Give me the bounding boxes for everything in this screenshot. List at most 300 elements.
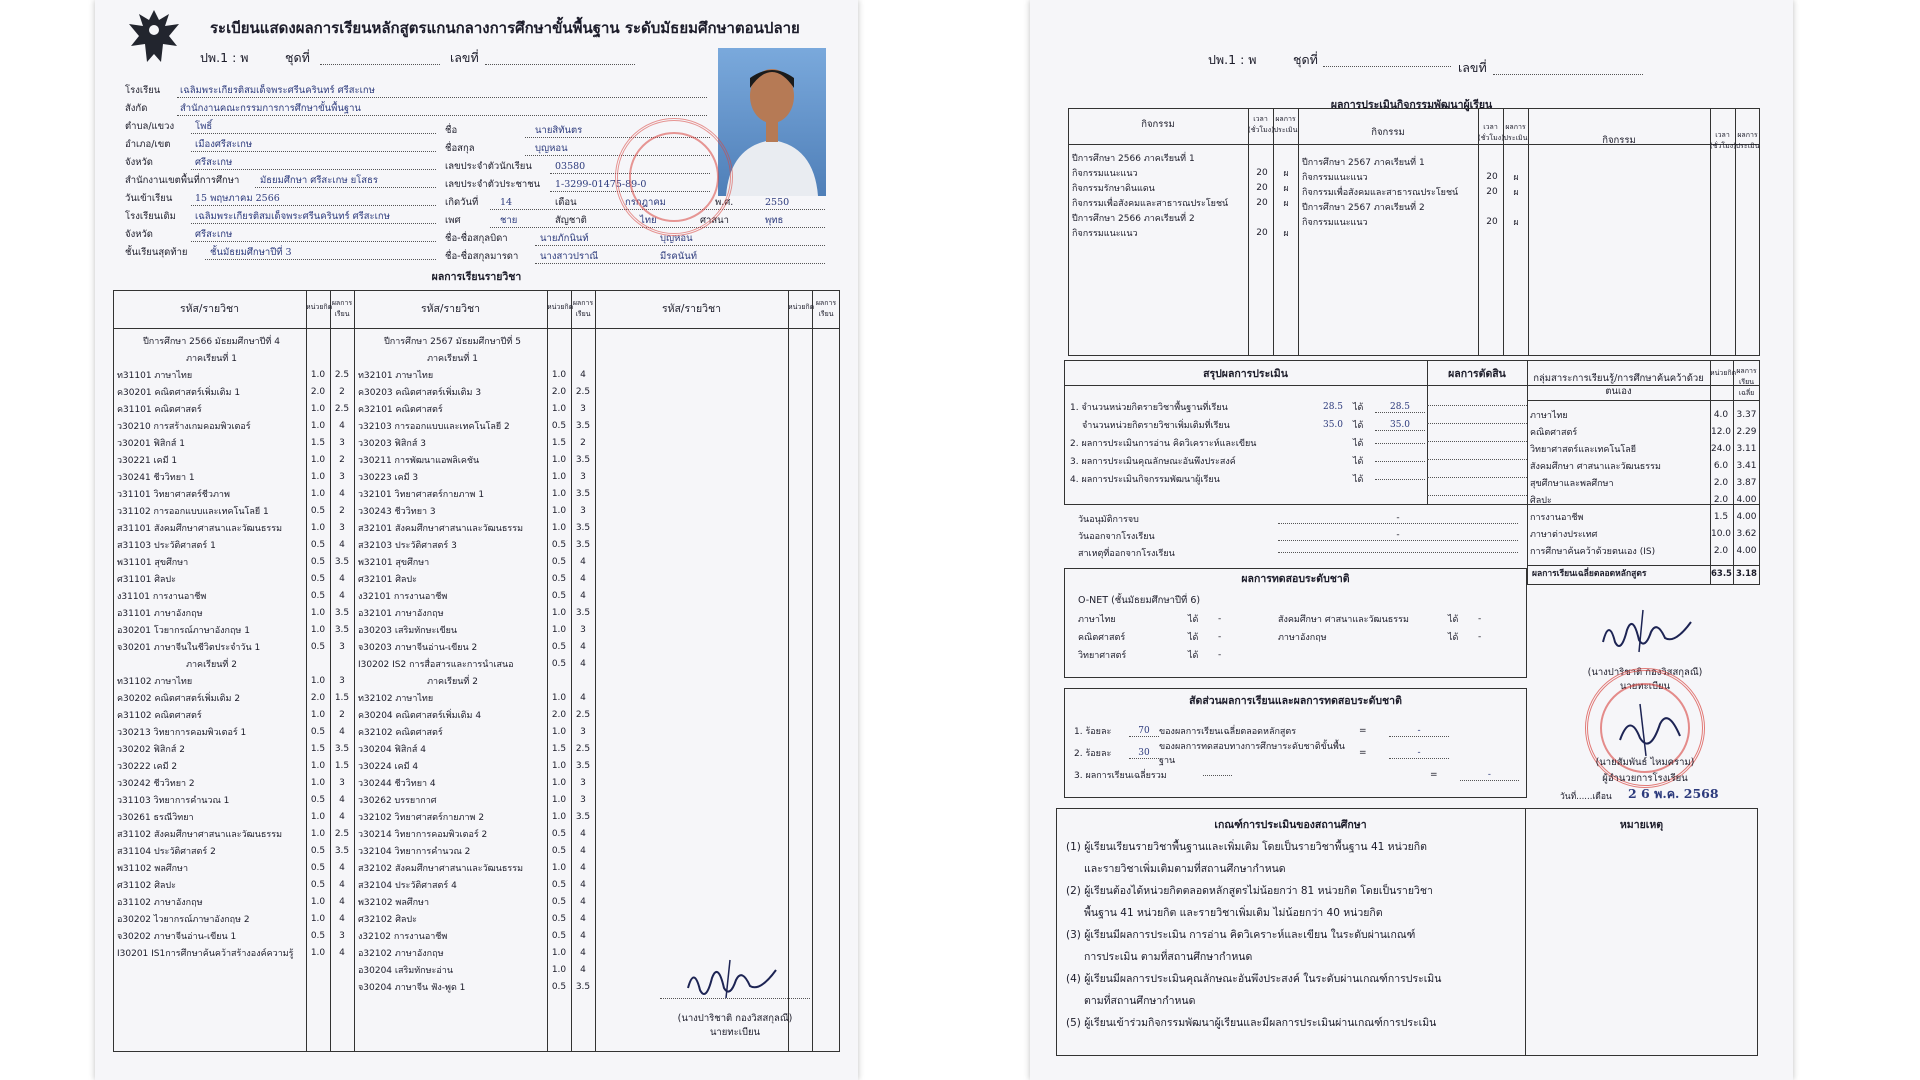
group-name: ภาษาต่างประเทศ [1530,529,1598,540]
course-name: จ30202 ภาษาจีนอ่าน-เขียน 1 [117,931,237,942]
course-name: พ31101 สุขศึกษา [117,557,189,568]
summary-credits-taken: 35.0 [1322,420,1344,430]
group-average: 3.62 [1736,528,1757,539]
course-row [117,740,354,757]
course-name: ส31101 สังคมศึกษาศาสนาและวัฒนธรรม [117,523,283,534]
course-row [117,502,354,519]
ratio-percent: 70 [1129,726,1159,737]
course-row [358,536,595,553]
course-grade: 3.5 [575,454,591,465]
activity-row [1072,165,1298,180]
group-row [1530,440,1760,457]
course-name: ว30241 ชีววิทยา 1 [117,472,195,483]
course-credit: 0.5 [310,862,326,873]
course-row [117,434,354,451]
course-credit: 1.0 [551,811,567,822]
date-label: วันออกจากโรงเรียน [1078,531,1155,542]
birth-year-value: 2550 [765,197,790,208]
doc-code: ปพ.1 : พ [200,50,249,65]
col-subject-header-2: รหัส/รายวิชา [420,303,481,315]
course-row [358,893,595,910]
course-row [358,876,595,893]
course-credit: 1.0 [310,947,326,958]
course-grade: 4 [339,590,345,601]
course-name: ส32103 ประวัติศาสตร์ 3 [358,540,457,551]
summary-got-label: ได้ [1353,421,1364,431]
course-grade: 4 [580,947,586,958]
decision-heading: ผลการตัดสิน [1448,368,1506,380]
activity-row [1072,180,1298,195]
course-credit: 1.0 [310,896,326,907]
course-name: ว30261 ธรณีวิทยา [117,812,194,823]
course-grade: 4 [580,556,586,567]
course-name: พ31102 พลศึกษา [117,863,189,874]
course-name: ศ31101 ศิลปะ [117,574,176,585]
course-grade: 3.5 [575,420,591,431]
sex-value: ชาย [500,215,518,226]
issue-date-label: วันที่......เดือน [1560,792,1612,802]
date-rows [1078,510,1518,561]
date-row [1078,527,1518,544]
nationality-value: ไทย [640,215,657,226]
course-grade: 4 [580,896,586,907]
onet-subject: ภาษาอังกฤษ [1278,633,1327,643]
course-credit: 0.5 [310,573,326,584]
course-row [358,417,595,434]
course-name: I30202 IS2 การสื่อสารและการนำเสนอ [358,659,514,670]
activity-hours: 20 [1486,171,1498,182]
activity-row [1302,169,1528,184]
course-row [117,808,354,825]
course-name: ปีการศึกษา 2567 มัธยมศึกษาปีที่ 5 [384,336,521,347]
course-credit: 2.0 [310,692,326,703]
course-row [358,621,595,638]
summary-got-label: ได้ [1353,403,1364,413]
activity-name: ปีการศึกษา 2566 ภาคเรียนที่ 1 [1072,153,1195,164]
course-grade: 3.5 [575,488,591,499]
group-row [1530,508,1760,525]
col-grade-header-1: ผลการเรียน [331,299,353,318]
course-credit: 0.5 [551,828,567,839]
ratio-value: - [1389,748,1449,759]
criteria-list [1066,840,1521,1038]
course-row [358,553,595,570]
course-row [358,502,595,519]
course-name: ส32102 สังคมศึกษาศาสนาและวัฒนธรรม [358,863,524,874]
term-header [117,349,354,366]
birth-month-value: กรกฎาคม [625,197,666,208]
activity-hours-header-3: เวลา (ชั่วโมง) [1710,131,1736,150]
group-name: วิทยาศาสตร์และเทคโนโลยี [1530,444,1637,455]
summary-label: 3. ผลการประเมินคุณลักษณะอันพึงประสงค์ [1070,457,1236,467]
activity-col-header-1: กิจกรรม [1141,119,1175,130]
criteria-line: การประเมิน ตามที่สถานศึกษากำหนด [1084,951,1253,963]
course-credit: 0.5 [310,879,326,890]
father-surname-value: บุญหอน [660,233,693,244]
summary-got-label: ได้ [1353,439,1364,449]
activity-result-header-2: ผลการประเมิน [1503,123,1528,142]
onet-row [1078,646,1518,664]
criteria-line: (1) ผู้เรียนเรียนรายวิชาพื้นฐานและเพิ่มเติม โดยเป็นรายวิชาพื้นฐาน 41 หน่วยกิต [1066,841,1427,853]
course-row [358,978,595,995]
activity-hours-header-1: เวลา (ชั่วโมง) [1248,115,1274,134]
course-row [358,519,595,536]
activity-list-1 [1072,150,1298,240]
course-name: I30201 IS1การศึกษาค้นคว้าสร้างองค์ความรู้ [117,948,294,959]
doc-code-p2: ปพ.1 : พ [1208,52,1257,67]
course-credit: 0.5 [310,505,326,516]
course-grade: 3 [580,794,586,805]
activity-name: กิจกรรมแนะแนว [1302,172,1368,183]
activity-result: ผ [1513,217,1519,228]
course-row [117,570,354,587]
group-average: 3.87 [1736,477,1757,488]
activity-name: กิจกรรมเพื่อสังคมและสาธารณประโยชน์ [1072,198,1229,209]
course-grade: 2 [339,505,345,516]
summary-label: จำนวนหน่วยกิตรายวิชาเพิ่มเติมที่เรียน [1082,421,1230,431]
activity-hours: 20 [1256,197,1268,208]
onet-rows [1078,610,1518,664]
course-grade: 3.5 [334,556,350,567]
course-name: ค30203 คณิตศาสตร์เพิ่มเติม 3 [358,387,482,398]
course-grade: 3.5 [575,607,591,618]
course-name: อ31102 ภาษาอังกฤษ [117,897,203,908]
registrar-title-p1: นายทะเบียน [709,1027,761,1038]
activity-row [1072,150,1298,165]
course-credit: 1.0 [551,488,567,499]
criteria-line: (4) ผู้เรียนมีผลการประเมินคุณลักษณะอันพึงประสงค์ ในระดับผ่านเกณฑ์การประเมิน [1066,973,1442,985]
group-credit: 1.5 [1713,511,1729,522]
course-grade: 4 [580,964,586,975]
onet-subject: วิทยาศาสตร์ [1078,651,1127,661]
course-credit: 0.5 [310,641,326,652]
course-credit: 2.0 [310,386,326,397]
course-row [358,757,595,774]
course-credit: 0.5 [551,845,567,856]
enroll-date-value: 15 พฤษภาคม 2566 [195,193,280,204]
group-average: 4.00 [1736,545,1757,556]
course-name: ว30203 ฟิสิกส์ 3 [358,438,426,449]
course-row [117,876,354,893]
activity-result: ผ [1283,198,1289,209]
director-signature-icon [1610,700,1700,760]
course-name: ว31103 วิทยาการคำนวณ 1 [117,795,230,806]
course-name: ว32102 วิทยาศาสตร์กายภาพ 2 [358,812,485,823]
course-name: ส31104 ประวัติศาสตร์ 2 [117,846,216,857]
ratio-value: - [1460,770,1519,781]
school-value: เฉลิมพระเกียรติสมเด็จพระศรีนครินทร์ ศรีสะเกษ [180,85,375,96]
activity-name: กิจกรรมแนะแนว [1072,168,1138,179]
course-credit: 1.0 [310,811,326,822]
course-grade: 3 [339,471,345,482]
course-grade: 3 [580,624,586,635]
course-credit: 1.0 [551,794,567,805]
activity-row [1302,199,1528,214]
course-row [117,893,354,910]
course-grade: 2.5 [334,369,350,380]
group-name: สุขศึกษาและพลศึกษา [1530,478,1614,489]
course-credit: 0.5 [551,641,567,652]
course-grade: 4 [339,862,345,873]
course-name: ว30221 เคมี 1 [117,455,178,466]
course-list-year2 [358,332,595,995]
area-office-value: มัธยมศึกษา ศรีสะเกษ ยโสธร [260,175,378,186]
course-grade: 2.5 [575,709,591,720]
summary-rows [1070,398,1425,488]
group-row [1530,423,1760,440]
ratio-description: ของผลการทดสอบทางการศึกษาระดับชาติขั้นพื้นฐาน [1159,742,1345,766]
course-row [358,638,595,655]
group-credit: 2.0 [1713,545,1729,556]
criteria-heading: เกณฑ์การประเมินของสถานศึกษา [1214,819,1367,831]
course-grade: 3.5 [575,811,591,822]
course-credit: 1.0 [551,522,567,533]
group-row [1530,491,1760,508]
course-name: ง31101 การงานอาชีพ [117,591,207,602]
onet-got: ได้ [1188,633,1199,643]
course-grade: 2.5 [334,828,350,839]
course-credit: 1.0 [310,488,326,499]
course-row [358,791,595,808]
activity-result: ผ [1513,187,1519,198]
course-credit: 0.5 [310,556,326,567]
course-credit: 1.0 [551,947,567,958]
ratio-row [1074,742,1519,764]
course-name: จ30201 ภาษาจีนในชีวิตประจำวัน 1 [117,642,261,653]
activity-hours: 20 [1486,186,1498,197]
course-row [358,961,595,978]
course-grade: 3.5 [334,607,350,618]
course-name: ศ32101 ศิลปะ [358,574,417,585]
course-name: ว30214 วิทยาการคอมพิวเตอร์ 2 [358,829,488,840]
course-name: ท32102 ภาษาไทย [358,693,434,704]
course-row [117,791,354,808]
course-grade: 4 [339,811,345,822]
course-name: อ30203 เสริมทักษะเขียน [358,625,458,636]
summary-credits-got [1375,479,1425,480]
course-credit: 1.0 [310,760,326,771]
national-id-value: 1-3299-01475-89-0 [555,179,647,190]
course-grade: 4 [339,947,345,958]
course-credit: 1.0 [551,624,567,635]
group-credit: 10.0 [1710,528,1732,539]
course-row [117,621,354,638]
ratio-rows [1074,720,1519,786]
date-value [1278,552,1518,553]
course-row [117,672,354,689]
activity-name: กิจกรรมเพื่อสังคมและสาธารณประโยชน์ [1302,187,1459,198]
course-grade: 3 [580,726,586,737]
course-grade: 3.5 [575,522,591,533]
summary-credits-taken: 28.5 [1322,402,1344,412]
term-header [358,332,595,349]
course-row [117,604,354,621]
onet-got: ได้ [1448,615,1459,625]
activity-name: กิจกรรมแนะแนว [1302,217,1368,228]
course-name: ส32104 ประวัติศาสตร์ 4 [358,880,457,891]
course-row [358,434,595,451]
onet-got: ได้ [1188,615,1199,625]
course-name: ท32101 ภาษาไทย [358,370,434,381]
group-row [1530,406,1760,423]
summary-credits-got [1375,461,1425,462]
course-credit: 0.5 [551,913,567,924]
course-row [358,740,595,757]
course-row [117,757,354,774]
ratio-heading: สัดส่วนผลการเรียนและผลการทดสอบระดับชาติ [1189,695,1402,707]
course-name: พ32101 สุขศึกษา [358,557,430,568]
course-name: ว30224 เคมี 4 [358,761,419,772]
subdistrict-value: โพธิ์ [195,121,213,132]
course-credit: 0.5 [551,930,567,941]
summary-credits-got: 28.5 [1375,402,1425,413]
affiliation-value: สำนักงานคณะกรรมการการศึกษาขั้นพื้นฐาน [180,103,361,114]
course-grade: 4 [339,726,345,737]
course-grade: 4 [580,590,586,601]
onet-score: - [1218,614,1222,624]
group-credit: 24.0 [1710,443,1732,454]
activity-name: ปีการศึกษา 2567 ภาคเรียนที่ 2 [1302,202,1425,213]
course-grade: 3.5 [575,981,591,992]
date-label: วันอนุมัติการจบ [1078,514,1139,525]
number-label-p2: เลขที่ [1458,60,1487,75]
course-credit: 1.0 [551,471,567,482]
course-name: ว30213 วิทยาการคอมพิวเตอร์ 1 [117,727,247,738]
student-id-value: 03580 [555,161,586,172]
summary-label: 4. ผลการประเมินกิจกรรมพัฒนาผู้เรียน [1070,475,1220,485]
course-row [358,604,595,621]
col-grade-header-3: ผลการเรียน [815,299,837,318]
col-credit-header-1: หน่วยกิต [306,303,333,311]
criteria-line: ตามที่สถานศึกษากำหนด [1084,995,1196,1007]
date-label: สาเหตุที่ออกจากโรงเรียน [1078,548,1175,559]
onet-row [1078,628,1518,646]
course-name: ค32101 คณิตศาสตร์ [358,404,443,415]
registrar-name-p1: (นางปาริชาติ กองวิสสกุลณี) [677,1013,793,1024]
student-portrait-icon [718,48,826,196]
course-credit: 0.5 [551,420,567,431]
date-row [1078,510,1518,527]
course-row [358,723,595,740]
course-name: อ32101 ภาษาอังกฤษ [358,608,444,619]
activity-hours: 20 [1256,167,1268,178]
course-grade: 2 [580,437,586,448]
course-name: ค31102 คณิตศาสตร์ [117,710,202,721]
course-row [117,910,354,927]
group-name: สังคมศึกษา ศาสนาและวัฒนธรรม [1530,461,1661,472]
course-credit: 0.5 [310,539,326,550]
course-credit: 1.0 [310,369,326,380]
course-credit: 1.0 [310,624,326,635]
course-name: ว32101 วิทยาศาสตร์กายภาพ 1 [358,489,485,500]
course-credit: 0.5 [551,658,567,669]
activity-result: ผ [1283,183,1289,194]
religion-value: พุทธ [765,215,784,226]
course-name: ว30210 การสร้างเกมคอมพิวเตอร์ [117,421,251,432]
summary-credits-got [1375,443,1425,444]
activity-hours: 20 [1486,216,1498,227]
group-average: 4.00 [1736,494,1757,505]
course-grade: 4 [580,879,586,890]
course-credit: 0.5 [551,879,567,890]
ratio-equals: = [1359,748,1367,758]
course-credit: 1.0 [310,675,326,686]
col-grade-header-2: ผลการเรียน [572,299,594,318]
term-header [358,349,595,366]
course-credit: 0.5 [551,590,567,601]
course-row [358,400,595,417]
group-col-credit: หน่วยกิต [1710,369,1737,377]
course-name: อ31101 ภาษาอังกฤษ [117,608,203,619]
course-credit: 1.0 [551,726,567,737]
course-row [358,570,595,587]
group-heading: กลุ่มสาระการเรียนรู้/การศึกษาค้นคว้าด้วยตนเอง [1533,373,1704,397]
activity-row [1072,195,1298,210]
course-grade: 2 [339,386,345,397]
surname-value: บุญหอน [535,143,568,154]
group-name: การงานอาชีพ [1530,512,1584,523]
course-grade: 4 [580,930,586,941]
course-row [117,553,354,570]
course-name: ส31102 สังคมศึกษาศาสนาและวัฒนธรรม [117,829,283,840]
group-average: 3.11 [1736,443,1757,454]
course-row [358,859,595,876]
registrar-signature-icon [680,958,790,1008]
activity-hours: 20 [1256,227,1268,238]
course-row [117,383,354,400]
course-grade: 3 [339,641,345,652]
onet-subject: ภาษาไทย [1078,615,1116,625]
course-name: ง32101 การงานอาชีพ [358,591,448,602]
course-credit: 1.0 [310,522,326,533]
summary-row [1070,416,1425,434]
group-credit: 12.0 [1710,426,1732,437]
course-row [117,417,354,434]
set-label-p2: ชุดที่ [1293,52,1318,67]
activity-name: ปีการศึกษา 2566 ภาคเรียนที่ 2 [1072,213,1195,224]
course-grade: 4 [580,862,586,873]
course-grade: 4 [339,896,345,907]
ratio-label: 3. ผลการเรียนเฉลี่ยรวม [1074,771,1167,781]
course-credit: 1.0 [310,828,326,839]
course-name: ส32101 สังคมศึกษาศาสนาและวัฒนธรรม [358,523,524,534]
ratio-value: - [1389,726,1449,737]
activity-row [1302,184,1528,199]
activity-hours: 20 [1256,182,1268,193]
course-name: ว30223 เคมี 3 [358,472,419,483]
onet-score: - [1478,632,1482,642]
course-grade: 4 [580,828,586,839]
course-credit: 1.0 [310,777,326,788]
prev-province-value: ศรีสะเกษ [195,229,233,240]
criteria-line: (3) ผู้เรียนมีผลการประเมิน การอ่าน คิดวิเคราะห์และเขียน ในระดับผ่านเกณฑ์ [1066,929,1416,941]
course-name: ท31101 ภาษาไทย [117,370,193,381]
course-row [117,825,354,842]
onet-score: - [1478,614,1482,624]
course-grade: 1.5 [334,760,350,771]
registrar-signature-p2-icon [1595,608,1705,660]
course-name: ว32104 วิทยาการคำนวณ 2 [358,846,471,857]
group-name: ศิลปะ [1530,495,1552,506]
course-name: อ30201 โวยากรณ์ภาษาอังกฤษ 1 [117,625,250,636]
last-level-value: ชั้นมัธยมศึกษาปีที่ 3 [210,247,292,258]
course-grade: 2.5 [334,403,350,414]
date-value: - [1278,530,1518,541]
course-grade: 3 [580,505,586,516]
ratio-percent [1203,775,1233,776]
transcript-page-1: ระเบียนแสดงผลการเรียนหลักสูตรแกนกลางการศึกษาขั้นพื้นฐาน ระดับมัธยมศึกษาตอนปลาย ปพ.1 : พ ชุดที่ เลขที่ โรงเรียน เฉลิมพระเกียรติสมเด็จพระศรีนครินทร์ ศรีสะเกษ สังกัด สำนักงานคณะกรรมการการศึกษาขั้นพื้นฐาน ตำบล/แขวง โพธิ์ ชื่อ นายสิทันตร อำเภอ/เขต เมืองศรีสะเกษ ชื่อสกุล บุญหอน จังหวัด ศรีสะเกษ เลขประจำตัวนักเรียน 03580 สำนักงานเขตพื้นที่การศึกษา มัธยมศึกษา ศรีสะเกษ ยโสธร เลขประจำตัวประชาชน 1-3299-01475-89-0 วันเข้าเรียน 15 พฤษภาคม 2566 เกิดวันที่ 14 เดือน กรกฎาคม พ.ศ. 2550 โรงเรียนเดิม เฉลิมพระเกียรติสมเด็จพระศรีนครินทร์ ศรีสะเกษ เพศ ชาย สัญชาติ ไทย ศาสนา พุทธ จังหวัด ศรีสะเกษ ชื่อ-ชื่อสกุลบิดา นายภักนินท์ บุญหอน ชั้นเรียนสุดท้าย ชั้นมัธยมศึกษาปีที่ 3 ชื่อ-ชื่อสกุลมารดา นางสาวปราณี มีรคนันท์ ผลการเรียนรายวิชา รหัส/รายวิชา หน่วยกิต ผลการเรียน รหัส/รายวิชา หน่วยกิต ผลการเรียน รหัส/รายวิชา หน่วยกิต ผลการเรียน ปีการศึกษา 2566 มัธยมศึกษาปีที่ 4 ภาคเรียนที่ 1 ท31101 ภาษาไทย 1.0 2.5 ค30201 คณิตศาสตร์เพิ่มเติม 1 2.0 2 ค31101 คณิตศาสตร์ 1.0 2.5 ว30210 การสร้างเกมคอมพิวเตอร์ 1.0 4 ว30201 ฟิสิกส์ 1 1.5 3 ว30221 เคมี 1 1.0 2 ว30241 ชีววิทยา 1 1.0 3 ว31101 วิทยาศาสตร์ชีวภาพ 1.0 4 ว31102 การออกแบบและเทคโนโลยี 1 0.5 2 ส31101 สังคมศึกษาศาสนาและวัฒนธรรม 1.0 3 ส31103 ประวัติศาสตร์ 1 0.5 4 พ31101 สุขศึกษา 0.5 3.5 ศ31101 ศิลปะ 0.5 4 ง31101 การงานอาชีพ 0.5 4 อ31101 ภาษาอังกฤษ 1.0 3.5 อ30201 โวยากรณ์ภาษาอังกฤษ 1 1.0 3.5 จ30201 ภาษาจีนในชีวิตประจำวัน 1 0.5 3 ภาคเรียนที่ 2 ท31102 ภาษาไทย 1.0 3 ค30202 คณิตศาสตร์เพิ่มเติม 2 2.0 1.5 ค31102 คณิตศาสตร์ 1.0 2 ว30213 วิทยาการคอมพิวเตอร์ 1 0.5 4 ว30202 ฟิสิกส์ 2 1.5 3.5 ว30222 เคมี 2 1.0 1.5 ว30242 ชีววิทยา 2 1.0 3 ว31103 วิทยาการคำนวณ 1 0.5 4 ว30261 ธรณีวิทยา 1.0 4 ส31102 สังคมศึกษาศาสนาและวัฒนธรรม 1.0 2.5 ส31104 ประวัติศาสตร์ 2 0.5 3.5 พ31102 พลศึกษา 0.5 4 ศ31102 ศิลปะ 0.5 4 อ31102 ภาษาอังกฤษ 1.0 4 อ30202 ไวยากรณ์ภาษาอังกฤษ 2 1.0 4 จ30202 ภาษาจีนอ่าน-เขียน 1 0.5 3 I30201 IS1การศึกษาค้นคว้าสร้างองค์ความรู้ 1.0 4 ปีการศึกษา 2567 มัธยมศึกษาปีที่ 5 ภาคเรียนที่ 1 ท32101 ภาษาไทย 1.0 4 ค30203 คณิตศาสตร์เพิ่มเติม 3 2.0 2.5 ค32101 คณิตศาสตร์ 1.0 3 ว32103 การออกแบบและเทคโนโลยี 2 0.5 3.5 ว30203 ฟิสิกส์ 3 1.5 2 ว30211 การพัฒนาแอพลิเคชัน 1.0 3.5 ว30223 เคมี 3 1.0 3 ว32101 วิทยาศาสตร์กายภาพ 1 1.0 3.5 ว30243 ชีววิทยา 3 1.0 3 ส32101 สังคมศึกษาศาสนาและวัฒนธรรม 1.0 3.5 ส32103 ประวัติศาสตร์ 3 0.5 3.5 พ32101 สุขศึกษา 0.5 4 ศ32101 ศิลปะ 0.5 4 ง32101 การงานอาชีพ 0.5 4 อ32101 ภาษาอังกฤษ 1.0 3.5 อ30203 เสริมทักษะเขียน 1.0 3 จ30203 ภาษาจีนอ่าน-เขียน 2 0.5 4 I30202 IS2 การสื่อสารและการนำเสนอ 0.5 4 ภาคเรียนที่ 2 ท32102 ภาษาไทย 1.0 4 ค30204 คณิตศาสตร์เพิ่มเติม 4 2.0 2.5 ค32102 คณิตศาสตร์ 1.0 3 ว30204 ฟิสิกส์ 4 1.5 2.5 ว30224 เคมี 4 1.0 3.5 ว30244 ชีววิทยา 4 1.0 3 ว30262 บรรยากาศ 1.0 3 ว32102 วิทยาศาสตร์กายภาพ 2 1.0 3.5 ว30214 วิทยาการคอมพิวเตอร์ 2 0.5 4 ว32104 วิทยาการคำนวณ 2 0.5 4 ส32102 สังคมศึกษาศาสนาและวัฒนธรรม 1.0 4 ส32104 ประวัติศาสตร์ 4 0.5 4 พ32102 พลศึกษา 0.5 4 ศ32102 ศิลปะ 0.5 4 ง32102 การงานอาชีพ 0.5 4 อ32102 ภาษาอังกฤษ 1.0 4 อ30204 เสริมทักษะอ่าน 1.0 4 จ30204 ภาษาจีน ฟัง-พูด 1 0.5 3.5 (นางปาริชาติ กองวิสสกุลณี) นายทะเบียน [95,0,858,1080]
col-credit-header-3: หน่วยกิต [788,303,815,311]
